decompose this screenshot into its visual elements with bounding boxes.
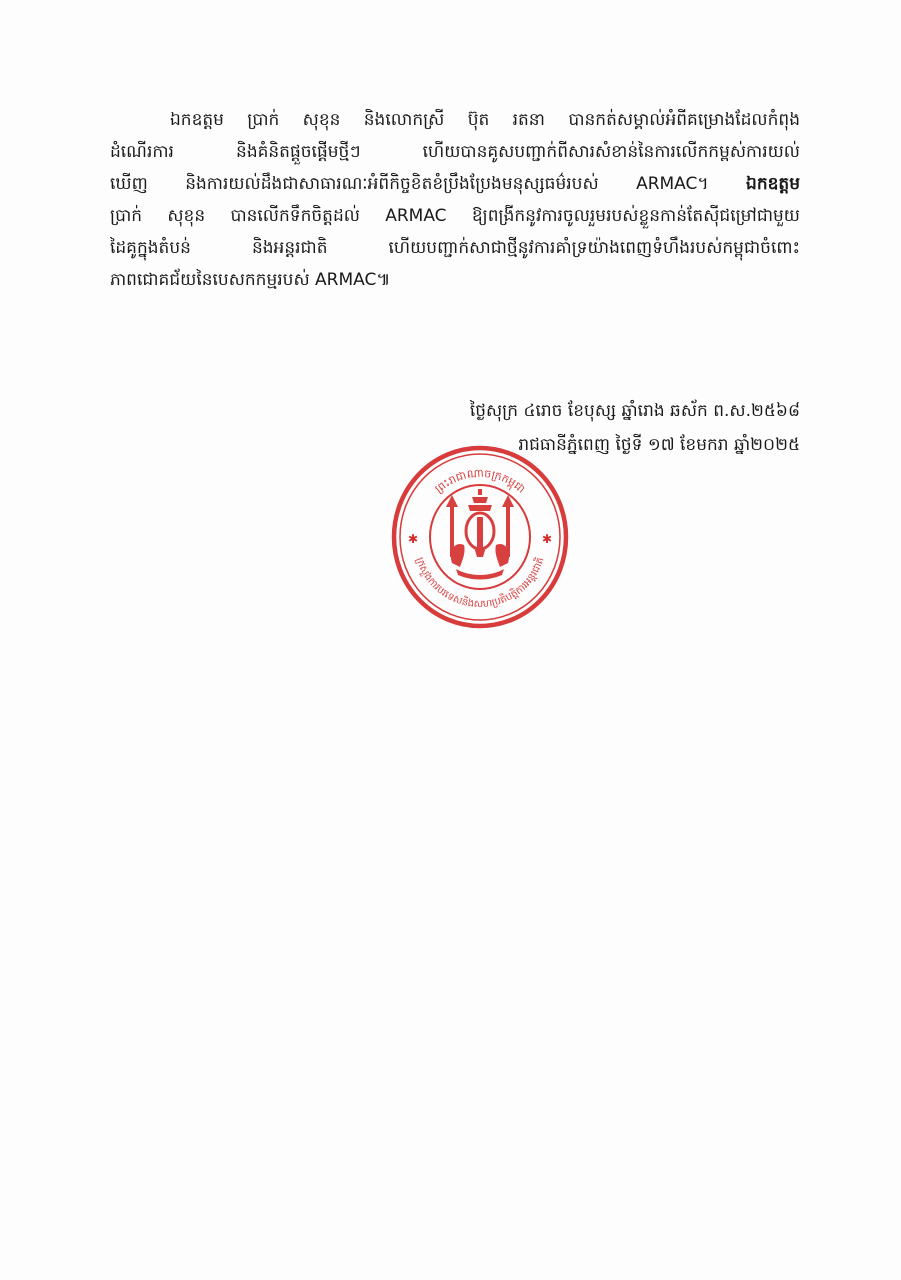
svg-text:✱: ✱	[408, 532, 419, 546]
royal-arms-emblem-icon	[446, 489, 514, 580]
paragraph-line-3-bold: ឯកឧត្តម	[746, 174, 800, 194]
paragraph-line-3	[110, 168, 800, 200]
paragraph-line-3-text: ឃើញ និងការយល់ដឹងជាសាធារណៈអំពីកិច្ចខិតខំប្រឹងប្រែងមនុស្សធម៌របស់ ARMAC។	[110, 174, 709, 194]
official-seal	[390, 445, 570, 630]
seal-graphic	[390, 445, 570, 630]
svg-text:ក្រសួងការបរទេសនិងសហប្រតិបត្តិក	[413, 556, 546, 611]
svg-text:✱: ✱	[542, 532, 553, 546]
seal-top-text: ព្រះរាជាណាចក្រកម្ពុជា	[432, 466, 528, 496]
paragraph-line-4: ប្រាក់ សុខុន បានលើកទឹកចិត្តដល់ ARMAC ឱ្យពង្រីកនូវការចូលរួមរបស់ខ្លួនកាន់តែស៊ីជម្រៅជាមួយ	[110, 206, 800, 226]
paragraph-line-6: ភាពជោគជ័យនៃបេសកកម្មរបស់ ARMAC៕	[110, 270, 391, 290]
paragraph-line-1: ឯកឧត្តម ប្រាក់ សុខុន និងលោកស្រី ប៊ុត រតនា បានកត់សម្គាល់អំពីគម្រោងដែលកំពុង	[170, 110, 800, 130]
paragraph-line-2: ដំណើរការ និងគំនិតផ្តួចផ្តើមថ្មីៗ ហើយបានគូសបញ្ជាក់ពីសារសំខាន់នៃការលើកកម្ពស់ការយល់	[110, 142, 800, 162]
solar-date: រាជធានីភ្នំពេញ ថ្ងៃទី ១៧ ខែមករា ឆ្នាំ២០២៥	[518, 435, 800, 455]
seal-bottom-text: ក្រសួងការបរទេសនិងសហប្រតិបត្តិការអន្តរជាតិ	[413, 556, 547, 611]
lunar-date: ថ្ងៃសុក្រ ៤រោច ខែបុស្ស ឆ្នាំរោង ឆស័ក ព.ស.២៥៦៨	[469, 401, 800, 421]
body-paragraph	[110, 104, 800, 296]
paragraph-line-5: ដៃគូក្នុងតំបន់ និងអន្តរជាតិ ហើយបញ្ជាក់សាជាថ្មីនូវការគាំទ្រយ៉ាងពេញទំហឹងរបស់កម្ពុជាចំពោះ	[110, 238, 800, 258]
